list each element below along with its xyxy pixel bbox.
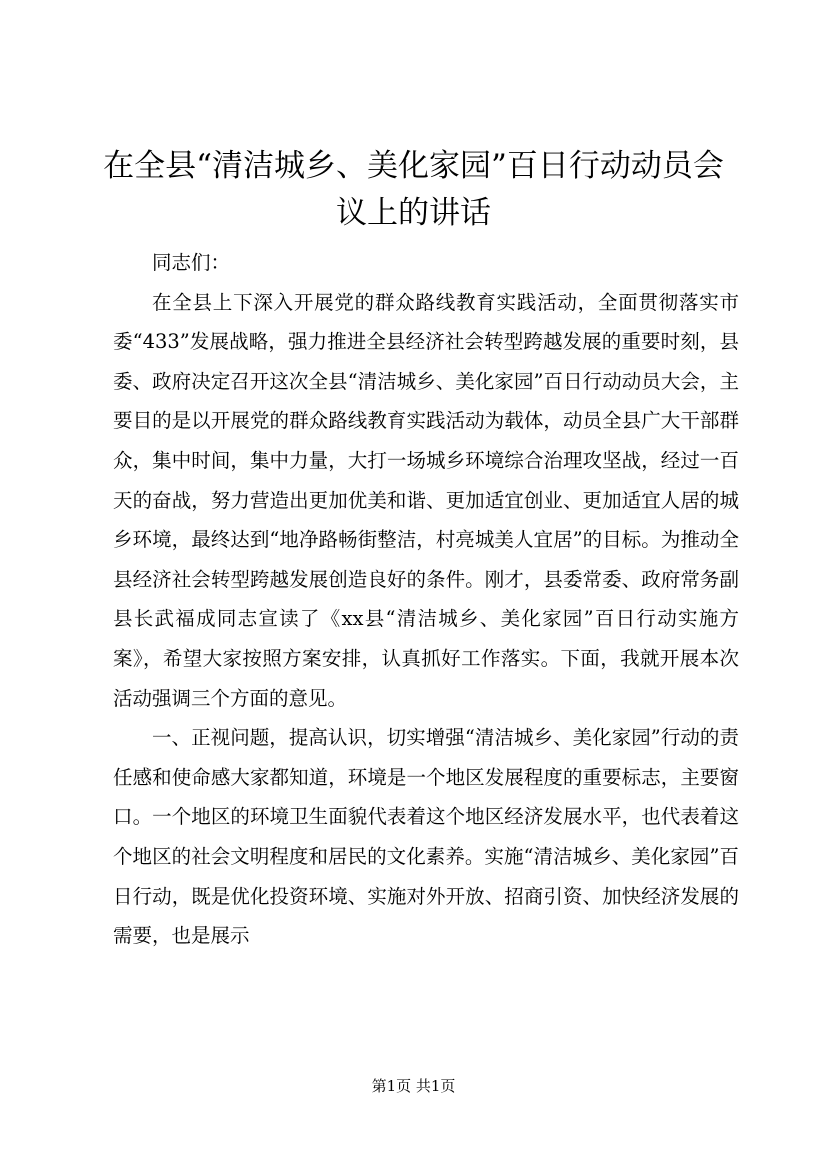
document-body [113, 243, 739, 956]
page-footer: 第1页 共1页 [371, 1077, 456, 1095]
paragraph-2: 一、正视问题，提高认识，切实增强“清洁城乡、美化家园”行动的责任感和使命感大家都知道，环境是一个地区发展程度的重要标志，主要窗口。一个地区的环境卫生面貌代表着这个地区经济发展水平，也代表着这个地区的社会文明程度和居民的文化素养。实施“清洁城乡、美化家园”百日行动，既是优化投资环境、实施对外开放、招商引资、加快经济发展的需要，也是展示 [113, 726, 739, 948]
paragraph-1: 在全县上下深入开展党的群众路线教育实践活动，全面贯彻落实市委“433”发展战略，强力推进全县经济社会转型跨越发展的重要时刻，县委、政府决定召开这次全县“清洁城乡、美化家园”百日行动动员大会，主要目的是以开展党的群众路线教育实践活动为载体，动员全县广大干部群众，集中时间，集中力量，大打一场城乡环境综合治理攻坚战，经过一百天的奋战，努力营造出更加优美和谐、更加适宜创业、更加适宜人居的城乡环境，最终达到“地净路畅街整洁，村亮城美人宜居”的目标。为推动全县经济社会转型跨越发展创造良好的条件。刚才，县委常委、政府常务副县长武福成同志宣读了《xx县“清洁城乡、美化家园”百日行动实施方案》，希望大家按照方案安排，认真抓好工作落实。下面，我就开展本次活动强调三个方面的意见。 [113, 290, 739, 710]
document-title: 在全县“清洁城乡、美化家园”百日行动动员会议上的讲话 [103, 148, 724, 231]
salutation: 同志们： [152, 251, 231, 274]
